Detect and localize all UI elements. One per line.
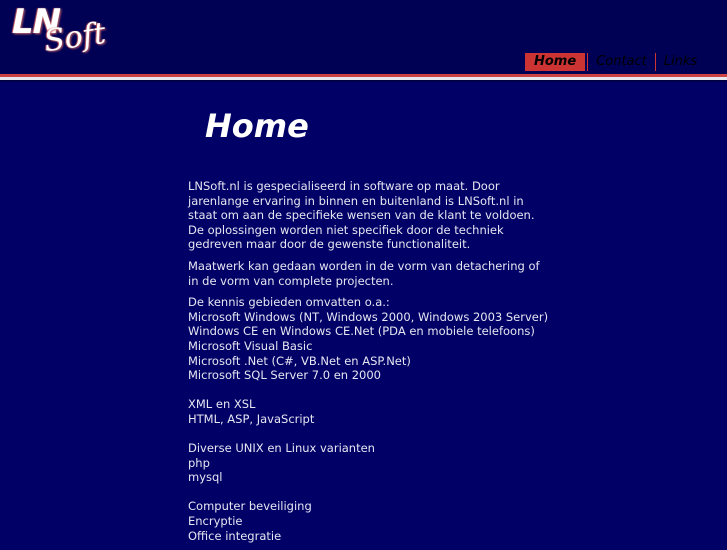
main-content (188, 179, 548, 550)
list-item: Encryptie (188, 514, 243, 529)
spacer (188, 427, 548, 442)
list-item: Microsoft Visual Basic (188, 338, 313, 353)
spacer (188, 485, 548, 500)
list-item: Microsoft SQL Server 7.0 en 2000 (188, 368, 382, 383)
list-item: php (188, 455, 210, 470)
text-line: Maatwerk kan gedaan worden in de vorm van detachering of (188, 258, 540, 273)
text-line: jarenlange ervaring in binnen en buitenland is LNSoft.nl in (188, 193, 524, 208)
list-item: Microsoft .Net (C#, VB.Net en ASP.Net) (188, 353, 411, 368)
nav-home-link[interactable]: Home (525, 53, 585, 71)
text-line: staat om aan de specifieke wensen van de klant te voldoen. (188, 208, 535, 223)
text-line: gedreven maar door de gewenste functionaliteit. (188, 237, 471, 252)
nav-links-link[interactable]: Links (663, 54, 698, 69)
nav-contact-link[interactable]: Contact (596, 54, 647, 69)
maatwerk-paragraph (188, 259, 548, 288)
nav-separator (655, 53, 656, 71)
page-title: Home (205, 107, 309, 145)
header-divider-navy (0, 80, 727, 82)
spacer (188, 383, 548, 398)
lnsoft-logo[interactable] (10, 0, 120, 74)
nav-separator (587, 53, 588, 71)
intro-paragraph (188, 179, 548, 252)
list-item: XML en XSL (188, 397, 256, 412)
list-item: Microsoft Windows (NT, Windows 2000, Windows 2003 Server) (188, 309, 549, 324)
text-line: De oplossingen worden niet specifiek door de techniek (188, 222, 504, 237)
knowledge-intro: De kennis gebieden omvatten o.a.: (188, 295, 390, 310)
knowledge-list (188, 295, 548, 543)
text-line: in de vorm van complete projecten. (188, 273, 394, 288)
list-item: HTML, ASP, JavaScript (188, 411, 315, 426)
list-item: Office integratie (188, 528, 282, 543)
list-item: Computer beveiliging (188, 499, 312, 514)
logo-soft-text: Soft (41, 15, 108, 60)
text-line: LNSoft.nl is gespecialiseerd in software op maat. Door (188, 179, 500, 193)
logo-ln-text: LN (12, 2, 61, 42)
list-item: mysql (188, 470, 223, 485)
site-header (0, 0, 727, 76)
list-item: Diverse UNIX en Linux varianten (188, 441, 375, 456)
main-nav (525, 53, 703, 71)
list-item: Windows CE en Windows CE.Net (PDA en mobiele telefoons) (188, 324, 535, 339)
